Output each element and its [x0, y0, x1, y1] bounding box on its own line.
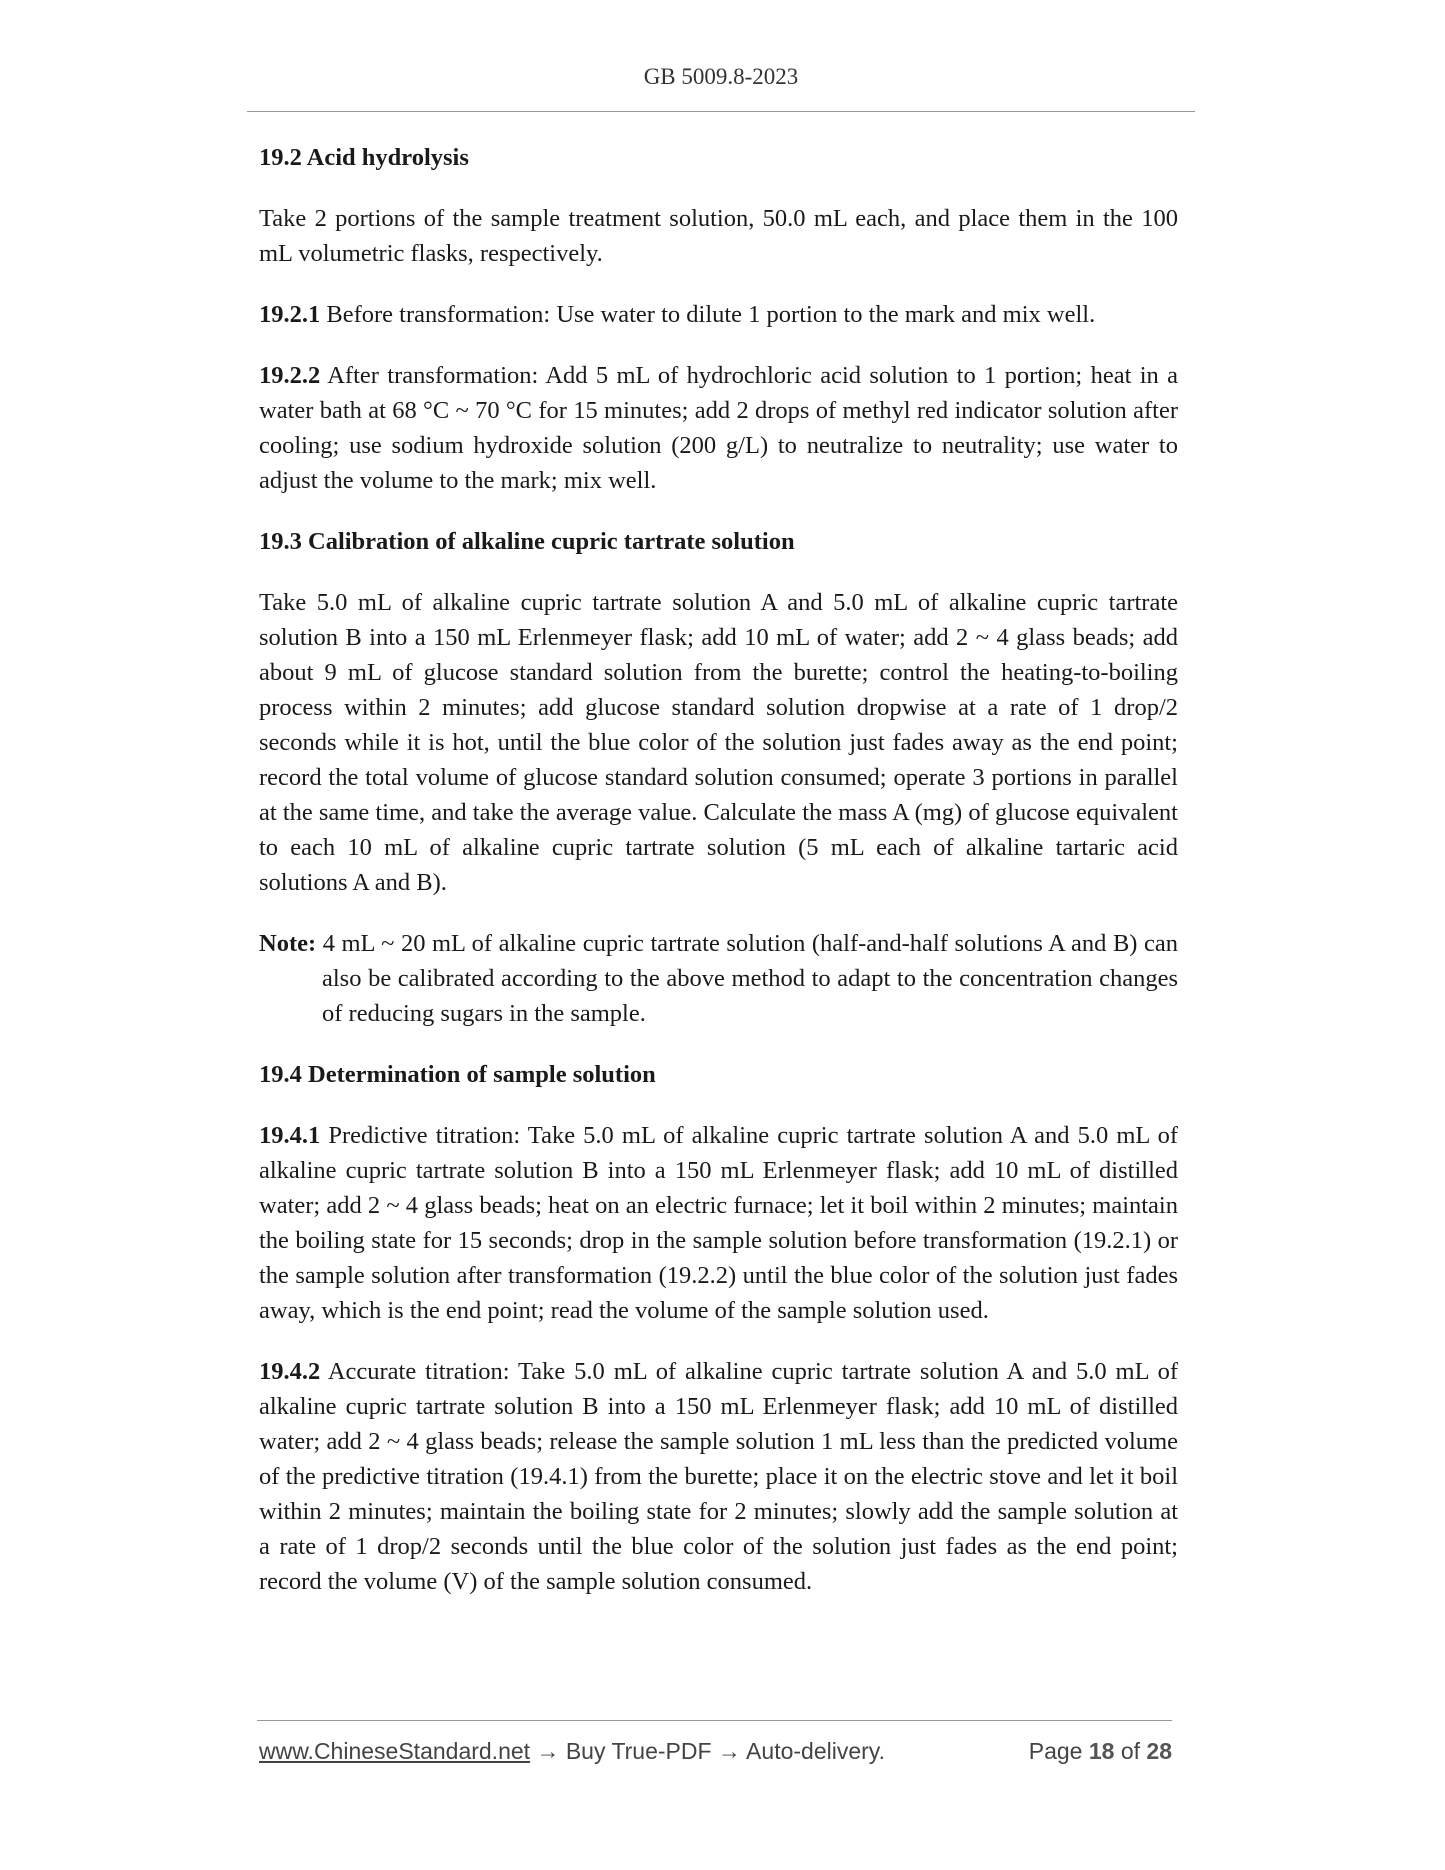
clause-text: Before transformation: Use water to dilute 1 portion to the mark and mix well. — [320, 301, 1096, 328]
section-heading-19-3: 19.3 Calibration of alkaline cupric tartrate solution — [259, 528, 795, 555]
footer-promo — [259, 1738, 885, 1765]
promo-text: → Buy True-PDF → Auto-delivery. — [530, 1738, 885, 1764]
clause-number: 19.4.1 — [259, 1122, 321, 1149]
clause-19-4-2 — [259, 1354, 1178, 1599]
page-of: of — [1114, 1738, 1147, 1764]
note-19-3 — [259, 926, 1178, 1031]
header-divider — [247, 111, 1195, 112]
page-indicator — [1029, 1738, 1172, 1765]
page-label: Page — [1028, 1738, 1089, 1764]
section-19-2-intro: Take 2 portions of the sample treatment solution, 50.0 mL each, and place them in the 100 mL volumetric flasks, respectively. — [259, 205, 1178, 267]
note-label: Note: — [259, 930, 317, 957]
page-footer — [259, 1738, 1172, 1765]
clause-19-2-2 — [259, 358, 1178, 498]
clause-number: 19.2.1 — [259, 301, 321, 328]
clause-text: Accurate titration: Take 5.0 mL of alkaline cupric tartrate solution A and 5.0 mL of alkaline cupric tartrate solution B into a 150 mL Erlenmeyer flask; add 10 mL of distilled water; add 2 ~ 4 glass beads; release the sample solution 1 mL less than the predicted volume of the predictive titration (19.4.1) from the burette; place it on the electric stove and let it boil within 2 minutes; maintain the boiling state for 2 minutes; slowly add the sample solution at a rate of 1 drop/2 seconds until the blue color of the solution just fades as the end point; record the volume (V) of the sample solution consumed. — [259, 1358, 1178, 1595]
document-body — [259, 140, 1178, 1625]
footer-divider — [257, 1720, 1172, 1721]
section-heading-19-2: 19.2 Acid hydrolysis — [259, 144, 469, 171]
page-header: GB 5009.8-2023 — [643, 64, 799, 89]
section-heading-19-4: 19.4 Determination of sample solution — [259, 1061, 656, 1088]
clause-number: 19.2.2 — [259, 362, 321, 389]
clause-text: After transformation: Add 5 mL of hydrochloric acid solution to 1 portion; heat in a water bath at 68 °C ~ 70 °C for 15 minutes; add 2 drops of methyl red indicator solution after cooling; use sodium hydroxide solution (200 g/L) to neutralize to neutrality; use water to adjust the volume to the mark; mix well. — [259, 362, 1178, 494]
total-pages: 28 — [1146, 1738, 1172, 1764]
clause-text: Predictive titration: Take 5.0 mL of alkaline cupric tartrate solution A and 5.0 mL of alkaline cupric tartrate solution B into a 150 mL Erlenmeyer flask; add 10 mL of distilled water; add 2 ~ 4 glass beads; heat on an electric furnace; let it boil within 2 minutes; maintain the boiling state for 15 seconds; drop in the sample solution before transformation (19.2.1) or the sample solution after transformation (19.2.2) until the blue color of the solution just fades away, which is the end point; read the volume of the sample solution used. — [259, 1122, 1178, 1324]
clause-number: 19.4.2 — [259, 1358, 321, 1385]
note-text: 4 mL ~ 20 mL of alkaline cupric tartrate solution (half-and-half solutions A and B) can also be calibrated according to the above method to adapt to the concentration changes of reducing sugars in the sample. — [316, 930, 1178, 1027]
clause-19-2-1 — [259, 297, 1178, 332]
website-link[interactable]: www.ChineseStandard.net — [259, 1738, 531, 1764]
current-page: 18 — [1088, 1738, 1115, 1764]
section-19-3-body: Take 5.0 mL of alkaline cupric tartrate solution A and 5.0 mL of alkaline cupric tartrate solution B into a 150 mL Erlenmeyer flask; add 10 mL of water; add 2 ~ 4 glass beads; add about 9 mL of glucose standard solution from the burette; control the heating-to-boiling process within 2 minutes; add glucose standard solution dropwise at a rate of 1 drop/2 seconds while it is hot, until the blue color of the solution just fades away as the end point; record the total volume of glucose standard solution consumed; operate 3 portions in parallel at the same time, and take the average value. Calculate the mass A (mg) of glucose equivalent to each 10 mL of alkaline cupric tartrate solution (5 mL each of alkaline tartaric acid solutions A and B). — [259, 589, 1178, 896]
clause-19-4-1 — [259, 1118, 1178, 1328]
